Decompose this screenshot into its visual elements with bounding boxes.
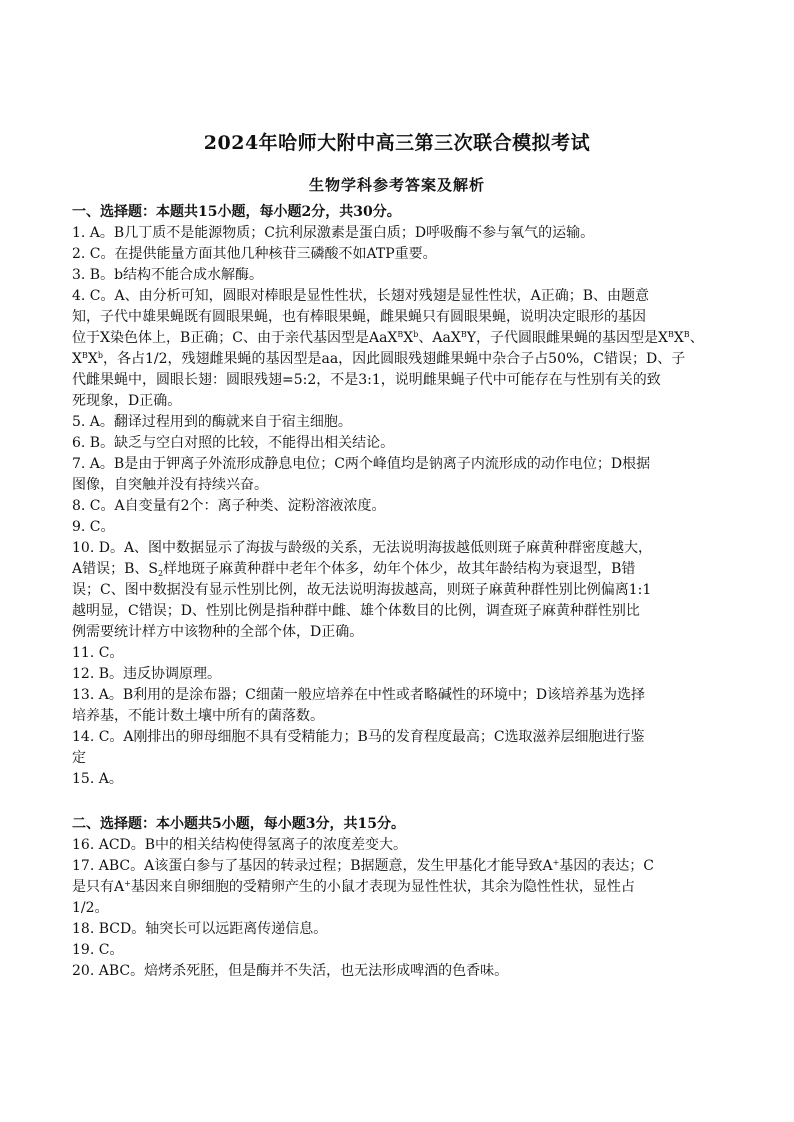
answer-17-text: 17. ABC。A该蛋白参与了基因的转录过程；B据题意，发生甲基化才能导致A <box>72 858 553 874</box>
genotype: X <box>673 330 684 346</box>
answer-10-text: 样地斑子麻黄种群中老年个体多，幼年个体少，故其年龄结构为衰退型，B错 <box>163 561 636 577</box>
answer-14-line-2: 定 <box>72 750 86 766</box>
answer-19: 19. C。 <box>72 942 124 958</box>
answer-4-text: ，各占1/2，残翅雌果蝇的基因型是aa，因此圆眼残翅雌果蝇中杂合子占50%，C错误；D、子 <box>102 351 686 367</box>
answer-4-line-1: 4. C。A、由分析可知，圆眼对棒眼是显性性状，长翅对残翅是显性性状，A正确；B、由题意 <box>72 288 650 304</box>
answer-1: 1. A。B几丁质不是能源物质；C抗利尿激素是蛋白质；D呼吸酶不参与氧气的运输。 <box>72 225 595 241</box>
answer-4-line-4 <box>72 349 732 369</box>
answer-4-line-3 <box>72 328 732 348</box>
genotype: X <box>657 330 668 346</box>
answer-17-text: 是只有A <box>72 879 125 895</box>
section-1-heading: 一、选择题：本题共15小题，每小题2分，共30分。 <box>72 204 401 220</box>
answer-10-line-2 <box>72 559 732 579</box>
genotype: AaX <box>432 330 461 346</box>
answer-15: 15. A。 <box>72 771 123 787</box>
answer-18: 18. BCD。轴突长可以远距离传递信息。 <box>72 921 328 937</box>
genotype: X <box>403 330 414 346</box>
answer-3: 3. B。b结构不能合成水解酶。 <box>72 267 264 283</box>
answer-4-line-2: 知，子代中雄果蝇既有圆眼果蝇，也有棒眼果蝇，雌果蝇只有圆眼果蝇，说明决定眼形的基因 <box>72 309 646 325</box>
separator: 、 <box>689 330 704 346</box>
answer-20: 20. ABC。焙烤杀死胚，但是酶并不失活，也无法形成啤酒的色香味。 <box>72 963 509 979</box>
allele-superscript: + <box>552 858 560 867</box>
page-subtitle: 生物学科参考答案及解析 <box>308 176 485 194</box>
answer-17-line-1 <box>72 856 732 876</box>
allele-superscript: + <box>124 879 131 888</box>
answer-17-line-3: 1/2。 <box>72 900 109 916</box>
allele-superscript: B <box>683 330 690 339</box>
answer-4-line-6: 死现象，D正确。 <box>72 393 182 409</box>
answer-17-text: 基因的表达；C <box>559 858 655 874</box>
answer-7-line-2: 图像，自突触并没有持续兴奋。 <box>72 477 268 493</box>
answer-2: 2. C。在提供能量方面其他几种核苷三磷酸不如ATP重要。 <box>72 246 437 262</box>
answer-13-line-2: 培养基，不能计数土壤中所有的菌落数。 <box>72 708 324 724</box>
separator: 、 <box>418 330 433 346</box>
answer-17-line-2 <box>72 877 732 897</box>
answer-7-line-1: 7. A。B是由于钾离子外流形成静息电位；C两个峰值均是钠离子内流形成的动作电位；D根据 <box>72 456 651 472</box>
answer-6: 6. B。缺乏与空白对照的比较，不能得出相关结论。 <box>72 435 395 451</box>
answer-10-text: A错误；B、S <box>72 561 158 577</box>
answer-4-text: Y，子代圆眼雌果蝇的基因型是 <box>466 330 658 346</box>
section-2-heading: 二、选择题：本小题共5小题，每小题3分，共15分。 <box>72 816 405 832</box>
answer-12: 12. B。违反协调原理。 <box>72 666 222 682</box>
answer-4-line-5: 代雌果蝇中，圆眼长翅：圆眼残翅=5:2，不是3:1，说明雌果蝇子代中可能存在与性别有关的致 <box>72 372 661 388</box>
allele-superscript: B <box>460 330 467 339</box>
allele-superscript: B <box>667 330 674 339</box>
genotype: X <box>87 351 98 367</box>
answer-4-text: 位于X染色体上，B正确；C、由于亲代基因型是 <box>72 330 369 346</box>
answer-16: 16. ACD。B中的相关结构使得氢离子的浓度差变大。 <box>72 837 408 853</box>
allele-superscript: B <box>81 351 88 360</box>
answer-10-line-3: 误；C、图中数据没有显示性别比例，故无法说明海拔越高，则斑子麻黄种群性别比例偏离1:1 <box>72 582 652 598</box>
allele-superscript: b <box>413 330 419 339</box>
page-title: 2024年哈师大附中高三第三次联合模拟考试 <box>203 132 591 154</box>
plot-subscript: 2 <box>158 569 164 578</box>
answer-13-line-1: 13. A。B利用的是涂布器；C细菌一般应培养在中性或者略碱性的环境中；D该培养基为选择 <box>72 687 646 703</box>
answer-10-line-1: 10. D。A、图中数据显示了海拔与龄级的关系，无法说明海拔越低则斑子麻黄种群密度越大， <box>72 540 653 556</box>
answer-11: 11. C。 <box>72 645 124 661</box>
allele-superscript: B <box>397 330 404 339</box>
answer-14-line-1: 14. C。A刚排出的卵母细胞不具有受精能力；B马的发育程度最高；C选取滋养层细胞进行鉴 <box>72 729 645 745</box>
answer-5: 5. A。翻译过程用到的酶就来自于宿主细胞。 <box>72 414 352 430</box>
answer-9: 9. C。 <box>72 519 115 535</box>
answer-10-line-4: 越明显，C错误；D、性别比例是指种群中雌、雄个体数目的比例，调查斑子麻黄种群性别比 <box>72 603 640 619</box>
answer-8: 8. C。A自变量有2个：离子种类、淀粉溶液浓度。 <box>72 498 386 514</box>
genotype: AaX <box>368 330 398 346</box>
allele-superscript: b <box>97 351 103 360</box>
genotype: X <box>72 351 82 367</box>
answer-17-text: 基因来自卵细胞的受精卵产生的小鼠才表现为显性性状，其余为隐性性状，显性占 <box>130 879 635 895</box>
answer-10-line-5: 例需要统计样方中该物种的全部个体，D正确。 <box>72 624 364 640</box>
